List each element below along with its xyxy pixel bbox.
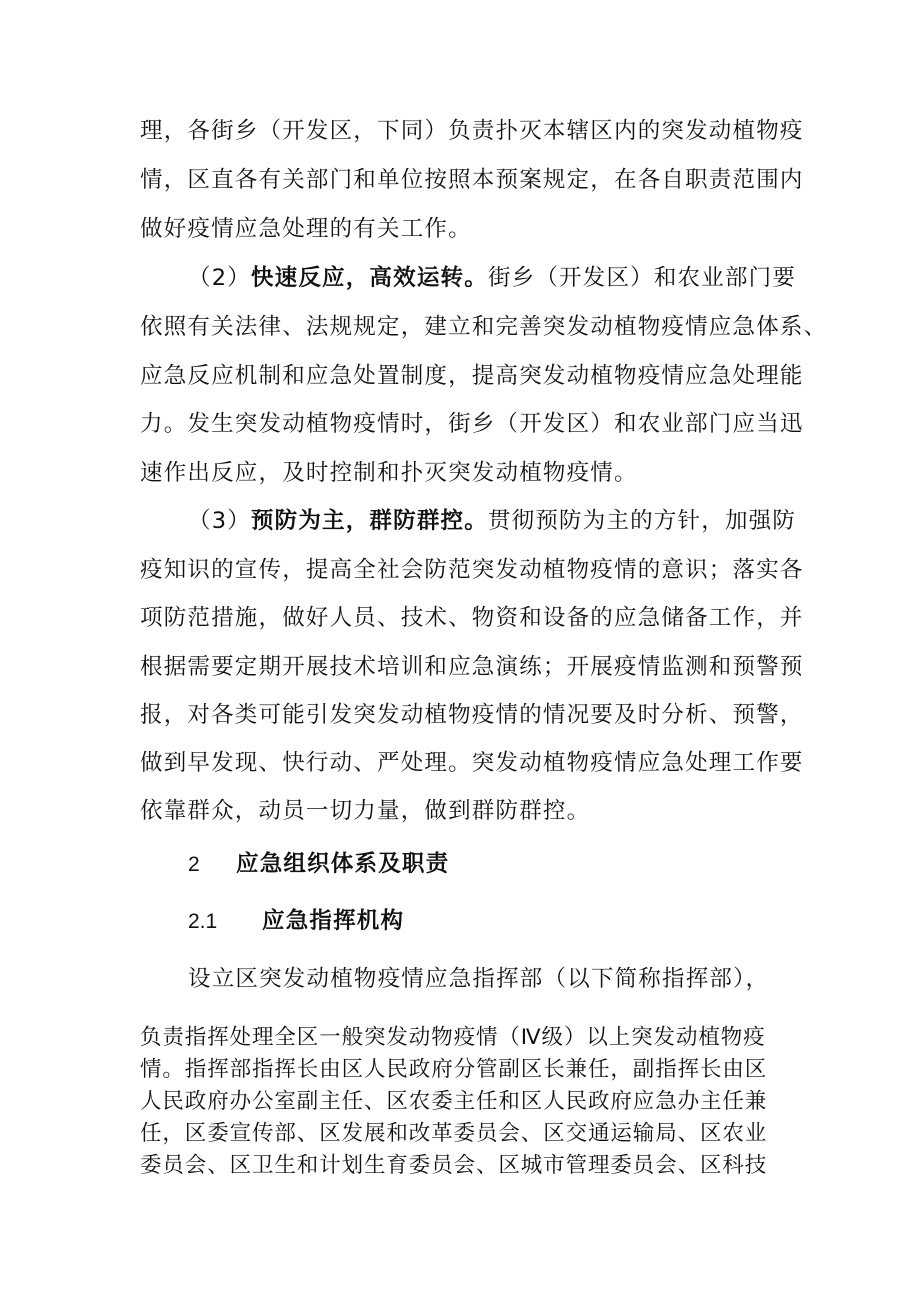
section2-number: 2 bbox=[188, 853, 200, 876]
paragraph2-number: （2） bbox=[188, 265, 251, 291]
paragraph3-first-rest: 贯彻预防为主的方针，加强防 bbox=[487, 508, 797, 534]
paragraph2-first-line bbox=[188, 264, 796, 292]
paragraph1-line-3: 做好疫情应急处理的有关工作。 bbox=[140, 216, 472, 242]
paragraph4-line-5: 任，区委宣传部、区发展和改革委员会、区交通运输局、区农业 bbox=[140, 1121, 768, 1146]
paragraph3-line-4: 根据需要定期开展技术培训和应急演练；开展疫情监测和预警预 bbox=[140, 654, 804, 680]
paragraph3-number: （3） bbox=[188, 508, 251, 534]
paragraph2-line-4: 力。发生突发动植物疫情时，街乡（开发区）和农业部门应当迅 bbox=[140, 411, 804, 437]
paragraph4-line-2: 负责指挥处理全区一般突发动物疫情（Ⅳ级）以上突发动植物疫 bbox=[140, 1025, 766, 1050]
paragraph2-bold-lead: 快速反应，高效运转。 bbox=[250, 265, 488, 291]
paragraph3-line-7: 依靠群众，动员一切力量，做到群防群控。 bbox=[140, 798, 591, 824]
paragraph3-first-line bbox=[188, 507, 796, 535]
section21-number: 2.1 bbox=[188, 910, 218, 933]
paragraph1-line-1: 理，各街乡（开发区，下同）负责扑灭本辖区内的突发动植物疫 bbox=[140, 118, 804, 144]
section21-title: 应急指挥机构 bbox=[262, 908, 405, 934]
paragraph3-line-3: 项防范措施，做好人员、技术、物资和设备的应急储备工作，并 bbox=[140, 605, 804, 631]
paragraph2-line-3: 应急反应机制和应急处置制度，提高突发动植物疫情应急处理能 bbox=[140, 363, 804, 389]
paragraph4-line-3: 情。指挥部指挥长由区人民政府分管副区长兼任，副指挥长由区 bbox=[140, 1057, 768, 1082]
paragraph2-line-2: 依照有关法律、法规规定，建立和完善突发动植物疫情应急体系、 bbox=[140, 314, 828, 340]
paragraph3-line-6: 做到早发现、快行动、严处理。突发动植物疫情应急处理工作要 bbox=[140, 750, 804, 776]
paragraph2-line-5: 速作出反应，及时控制和扑灭突发动植物疫情。 bbox=[140, 460, 638, 486]
section2-title: 应急组织体系及职责 bbox=[236, 851, 450, 877]
paragraph4-line-6: 委员会、区卫生和计划生育委员会、区城市管理委员会、区科技 bbox=[140, 1153, 768, 1178]
paragraph3-line-2: 疫知识的宣传，提高全社会防范突发动植物疫情的意识；落实各 bbox=[140, 557, 804, 583]
paragraph2-first-rest: 街乡（开发区）和农业部门要 bbox=[487, 265, 797, 291]
paragraph1-line-2: 情，区直各有关部门和单位按照本预案规定，在各自职责范围内 bbox=[140, 167, 804, 193]
paragraph3-bold-lead: 预防为主，群防群控。 bbox=[250, 508, 488, 534]
paragraph3-line-5: 报，对各类可能引发突发动植物疫情的情况要及时分析、预警， bbox=[140, 702, 804, 728]
paragraph4-first-line: 设立区突发动植物疫情应急指挥部（以下简称指挥部）， bbox=[188, 966, 770, 992]
paragraph4-line-4: 人民政府办公室副主任、区农委主任和区人民政府应急办主任兼 bbox=[140, 1089, 768, 1114]
